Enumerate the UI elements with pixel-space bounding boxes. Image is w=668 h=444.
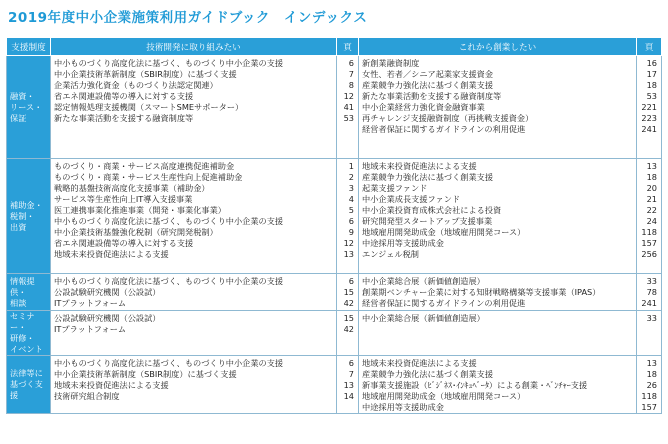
page-number: 18 xyxy=(646,80,657,90)
page-number: 12 xyxy=(343,91,354,101)
header-row xyxy=(7,38,662,56)
page-number: 5 xyxy=(348,205,354,215)
program-item[interactable]: 中小企業総合展（新価値創造展） xyxy=(362,313,485,323)
section-category xyxy=(7,56,51,159)
program-item[interactable]: 地域未来投資促進法による支援 xyxy=(362,358,477,368)
category-label-line: 法律等に xyxy=(10,368,43,378)
header-page-right: 頁 xyxy=(637,38,662,56)
section-row xyxy=(7,311,662,356)
page-number: 8 xyxy=(348,80,354,90)
page-number: 157 xyxy=(641,238,657,248)
section-row xyxy=(7,356,662,414)
category-label-line: 税制・ xyxy=(10,210,35,221)
page-title: 2019年度中小企業施策利用ガイドブック インデックス xyxy=(8,10,368,26)
program-item[interactable]: 医工連携事業化推進事業（開発・事業化事業） xyxy=(54,205,226,215)
program-item[interactable]: 地域未来投資促進法による支援 xyxy=(54,249,169,259)
program-item[interactable]: 新創業融資制度 xyxy=(362,58,420,68)
section-row xyxy=(7,56,662,159)
startup-items xyxy=(359,356,637,414)
tech-dev-pages xyxy=(337,311,359,356)
program-item[interactable]: 公設試験研究機関（公設試） xyxy=(54,313,161,323)
program-item[interactable]: 新たな事業活動を支援する融資制度等 xyxy=(54,113,194,123)
section-category xyxy=(7,311,51,356)
tech-dev-items xyxy=(51,311,337,356)
header-existing: 技術開発に取り組みたい xyxy=(51,38,337,56)
page-number: 6 xyxy=(348,276,354,286)
page-number: 7 xyxy=(348,69,354,79)
category-label-line: 研修・ xyxy=(10,333,35,343)
program-item[interactable]: 中小企業経営力強化資金融資事業 xyxy=(362,102,485,112)
program-item[interactable]: 経営者保証に関するガイドラインの利用促進 xyxy=(362,124,526,134)
header-page-left: 頁 xyxy=(337,38,359,56)
page-number: 78 xyxy=(646,287,657,297)
page-number: 157 xyxy=(641,402,657,412)
program-item[interactable]: 創業期ベンチャー企業に対する知財戦略構築等支援事業（IPAS） xyxy=(362,287,601,297)
program-item[interactable]: 中小ものづくり高度化法に基づく、ものづくり中小企業の支援 xyxy=(54,358,284,368)
program-item[interactable]: 中小企業成長支援ファンド xyxy=(362,194,461,204)
program-item[interactable]: 経営者保証に関するガイドラインの利用促進 xyxy=(362,298,526,308)
startup-pages xyxy=(637,56,662,159)
program-item[interactable]: 技術研究組合制度 xyxy=(54,391,120,401)
page-number: 241 xyxy=(641,124,657,134)
page-number: 17 xyxy=(646,69,657,79)
program-item[interactable]: 公設試験研究機関（公設試） xyxy=(54,287,161,297)
program-item[interactable]: 中小ものづくり高度化法に基づく、ものづくり中小企業の支援 xyxy=(54,276,284,286)
program-item[interactable]: 中小企業投資育成株式会社による投資 xyxy=(362,205,502,215)
section-category xyxy=(7,159,51,274)
page-number: 21 xyxy=(646,194,657,204)
section-row xyxy=(7,159,662,274)
page-number: 12 xyxy=(343,238,354,248)
page-number: 20 xyxy=(646,183,657,193)
page-number: 221 xyxy=(641,102,657,112)
program-item[interactable]: 産業競争力強化法に基づく創業支援 xyxy=(362,172,494,182)
page-number: 7 xyxy=(348,369,354,379)
page-number: 256 xyxy=(641,249,657,259)
page-number: 33 xyxy=(646,313,657,323)
page-number: 15 xyxy=(343,287,354,297)
header-category: 支援制度 xyxy=(7,38,51,56)
program-item[interactable]: 中途採用等支援助成金 xyxy=(362,238,444,248)
page-number: 13 xyxy=(343,380,354,390)
page-number: 42 xyxy=(343,298,354,308)
program-item[interactable]: 起業支援ファンド xyxy=(362,183,428,193)
page-number: 13 xyxy=(646,358,657,368)
program-item[interactable]: 省エネ関連設備等の導入に対する支援 xyxy=(54,91,194,101)
page-number: 42 xyxy=(343,324,354,334)
program-item[interactable]: 新たな事業活動を支援する融資制度等 xyxy=(362,91,502,101)
category-label-line: イベント xyxy=(10,344,43,354)
startup-items xyxy=(359,56,637,159)
page-number: 6 xyxy=(348,216,354,226)
page-number: 16 xyxy=(646,58,657,68)
page-number: 22 xyxy=(646,205,657,215)
program-item[interactable]: 地域未来投資促進法による支援 xyxy=(362,161,477,171)
category-label-line: 融資・ xyxy=(10,90,35,101)
tech-dev-items xyxy=(51,356,337,414)
category-label-line: 基づく支援 xyxy=(10,379,43,400)
category-label-line: リース・ xyxy=(10,101,43,112)
page-number: 13 xyxy=(343,249,354,259)
program-item[interactable]: エンジェル税制 xyxy=(362,249,419,259)
page-number: 13 xyxy=(646,161,657,171)
tech-dev-pages xyxy=(337,274,359,311)
page-number: 15 xyxy=(343,313,354,323)
page-number: 9 xyxy=(348,227,354,237)
category-label-line: 情報提供・ xyxy=(10,275,35,297)
page-number: 24 xyxy=(646,216,657,226)
program-item[interactable]: 再チャレンジ支援融資制度（再挑戦支援資金） xyxy=(362,113,534,123)
program-item[interactable]: 認定情報処理支援機関（スマートSMEサポーター） xyxy=(54,102,244,112)
page-number: 53 xyxy=(343,113,354,123)
page-number: 33 xyxy=(646,276,657,286)
program-item[interactable]: 中小企業技術革新制度（SBIR制度）に基づく支援 xyxy=(54,69,237,79)
index-table xyxy=(6,37,662,414)
program-item[interactable]: 産業競争力強化法に基づく創業支援 xyxy=(362,369,494,379)
tech-dev-items xyxy=(51,159,337,274)
startup-pages xyxy=(637,159,662,274)
program-item[interactable]: 戦略的基盤技術高度化支援事業（補助金） xyxy=(54,183,210,193)
page-number: 4 xyxy=(348,194,354,204)
section-row xyxy=(7,274,662,311)
program-item[interactable]: 中小企業技術革新制度（SBIR制度）に基づく支援 xyxy=(54,369,237,379)
program-item[interactable]: 中小ものづくり高度化法に基づく、ものづくり中小企業の支援 xyxy=(54,58,284,68)
startup-items xyxy=(359,311,637,356)
program-item[interactable]: ものづくり・商業・サービス高度連携促進補助金 xyxy=(54,161,235,171)
page-number: 53 xyxy=(646,91,657,101)
page-number: 18 xyxy=(646,172,657,182)
program-item[interactable]: 省エネ関連設備等の導入に対する支援 xyxy=(54,238,194,248)
category-label-line: 保証 xyxy=(10,112,27,123)
page-number: 3 xyxy=(348,183,354,193)
tech-dev-pages xyxy=(337,56,359,159)
page-number: 6 xyxy=(348,58,354,68)
page-number: 14 xyxy=(343,391,354,401)
page-number: 18 xyxy=(646,369,657,379)
program-item[interactable]: 中小企業技術基盤強化税制（研究開発税制） xyxy=(54,227,218,237)
section-category xyxy=(7,356,51,414)
program-item[interactable]: ITプラットフォーム xyxy=(54,324,127,334)
category-label-line: 相談 xyxy=(10,297,27,308)
program-item[interactable]: サービス等生産性向上IT導入支援事業 xyxy=(54,194,193,204)
startup-pages xyxy=(637,356,662,414)
startup-pages xyxy=(637,311,662,356)
program-item[interactable]: 新事業支援施設（ﾋﾞｼﾞﾈｽ･ｲﾝｷｭﾍﾞｰﾀ）による創業・ﾍﾞﾝﾁｬｰ支援 xyxy=(362,380,588,390)
program-item[interactable]: 地域未来投資促進法による支援 xyxy=(54,380,169,390)
program-item[interactable]: 産業競争力強化法に基づく創業支援 xyxy=(362,80,494,90)
page-number: 2 xyxy=(348,172,354,182)
page-number: 26 xyxy=(646,380,657,390)
program-item[interactable]: ものづくり・商業・サービス生産性向上促進補助金 xyxy=(54,172,243,182)
header-startup: これから創業したい xyxy=(359,38,637,56)
category-label-line: 出資 xyxy=(10,221,27,232)
section-category xyxy=(7,274,51,311)
startup-pages xyxy=(637,274,662,311)
startup-items xyxy=(359,159,637,274)
program-item[interactable]: 中小ものづくり高度化法に基づく、ものづくり中小企業の支援 xyxy=(54,216,284,226)
page-number: 118 xyxy=(641,391,657,401)
tech-dev-pages xyxy=(337,159,359,274)
tech-dev-items xyxy=(51,274,337,311)
program-item[interactable]: 女性、若者／シニア起業家支援資金 xyxy=(362,69,494,79)
tech-dev-items xyxy=(51,56,337,159)
category-label-line: セミナー・ xyxy=(10,311,35,332)
page-number: 6 xyxy=(348,358,354,368)
program-item[interactable]: 中途採用等支援助成金 xyxy=(362,402,444,412)
page-number: 1 xyxy=(348,161,354,171)
program-item[interactable]: 中小企業総合展（新価値創造展） xyxy=(362,276,485,286)
page-number: 41 xyxy=(343,102,354,112)
program-item[interactable]: 地域雇用開発助成金（地域雇用開発コース） xyxy=(362,227,526,237)
program-item[interactable]: 地域雇用開発助成金（地域雇用開発コース） xyxy=(362,391,526,401)
page-number: 241 xyxy=(641,298,657,308)
program-item[interactable]: 研究開発型スタートアップ支援事業 xyxy=(362,216,493,226)
page-number: 118 xyxy=(641,227,657,237)
category-label-line: 補助金・ xyxy=(10,199,43,210)
program-item[interactable]: 企業活力強化資金（ものづくり法認定関連） xyxy=(54,80,218,90)
tech-dev-pages xyxy=(337,356,359,414)
program-item[interactable]: ITプラットフォーム xyxy=(54,298,127,308)
page-number: 223 xyxy=(641,113,657,123)
startup-items xyxy=(359,274,637,311)
